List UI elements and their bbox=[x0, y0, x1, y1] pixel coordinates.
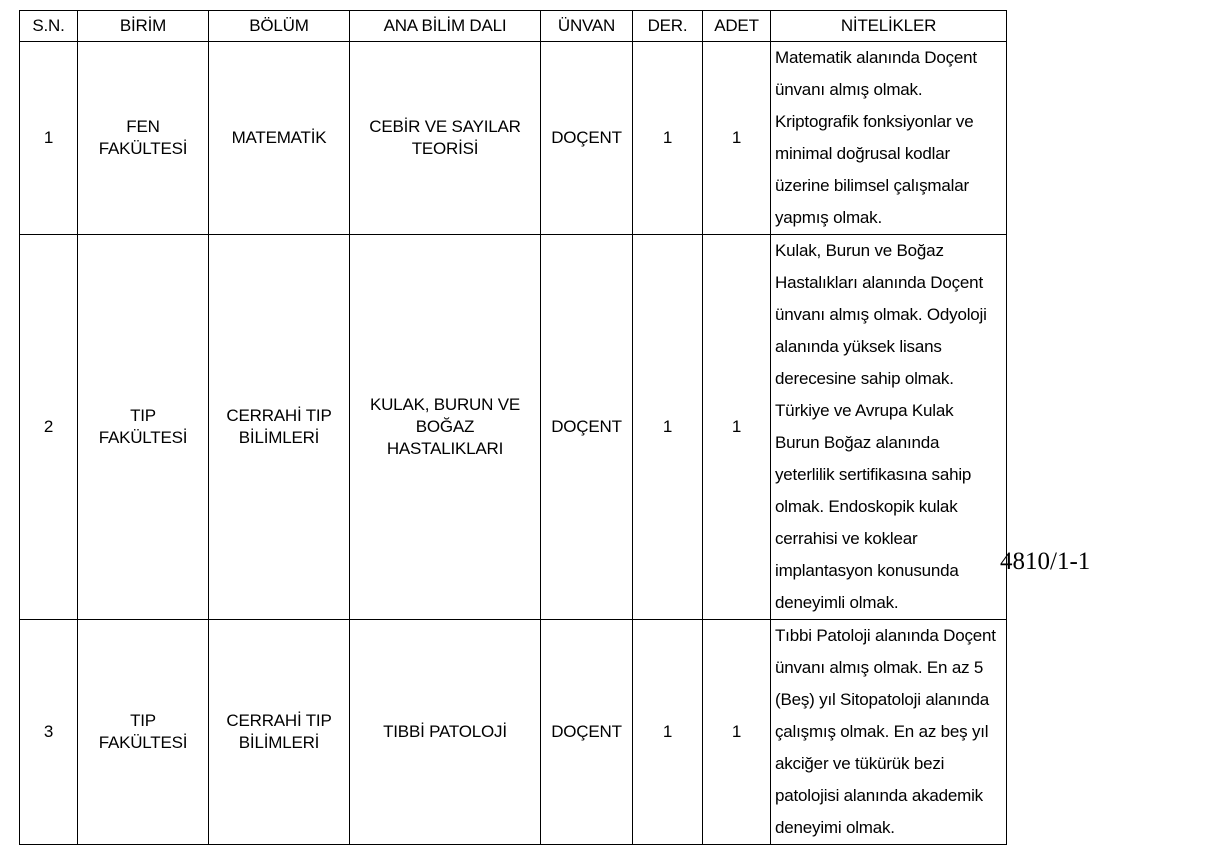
header-nitelikler: NİTELİKLER bbox=[771, 11, 1007, 42]
positions-table bbox=[19, 10, 1007, 845]
document-number: 4810/1-1 bbox=[1000, 548, 1091, 575]
cell-sn: 2 bbox=[20, 235, 78, 620]
cell-unvan: DOÇENT bbox=[541, 42, 633, 235]
cell-nitelikler: Matematik alanında Doçent ünvanı almış olmak. Kriptografik fonksiyonlar ve minimal doğrusal kodlar üzerine bilimsel çalışmalar yapmış olmak. bbox=[771, 42, 1007, 235]
header-der: DER. bbox=[633, 11, 703, 42]
cell-unvan: DOÇENT bbox=[541, 235, 633, 620]
cell-der: 1 bbox=[633, 620, 703, 845]
cell-sn: 1 bbox=[20, 42, 78, 235]
header-sn: S.N. bbox=[20, 11, 78, 42]
cell-nitelikler: Tıbbi Patoloji alanında Doçent ünvanı almış olmak. En az 5 (Beş) yıl Sitopatoloji alanında çalışmış olmak. En az beş yıl akciğer ve tükürük bezi patolojisi alanında akademik deneyimi olmak. bbox=[771, 620, 1007, 845]
header-birim: BİRİM bbox=[78, 11, 209, 42]
cell-der: 1 bbox=[633, 235, 703, 620]
cell-adet: 1 bbox=[703, 42, 771, 235]
cell-bolum: MATEMATİK bbox=[209, 42, 350, 235]
header-adet: ADET bbox=[703, 11, 771, 42]
header-row bbox=[20, 11, 1007, 42]
header-unvan: ÜNVAN bbox=[541, 11, 633, 42]
table-row bbox=[20, 620, 1007, 845]
cell-adet: 1 bbox=[703, 620, 771, 845]
cell-birim: FEN FAKÜLTESİ bbox=[78, 42, 209, 235]
table-row bbox=[20, 42, 1007, 235]
cell-birim: TIP FAKÜLTESİ bbox=[78, 620, 209, 845]
header-ana-bilim-dali: ANA BİLİM DALI bbox=[350, 11, 541, 42]
cell-birim: TIP FAKÜLTESİ bbox=[78, 235, 209, 620]
cell-sn: 3 bbox=[20, 620, 78, 845]
cell-der: 1 bbox=[633, 42, 703, 235]
cell-bolum: CERRAHİ TIP BİLİMLERİ bbox=[209, 235, 350, 620]
cell-unvan: DOÇENT bbox=[541, 620, 633, 845]
table-row bbox=[20, 235, 1007, 620]
cell-ana-bilim-dali: KULAK, BURUN VE BOĞAZ HASTALIKLARI bbox=[350, 235, 541, 620]
cell-nitelikler: Kulak, Burun ve Boğaz Hastalıkları alanında Doçent ünvanı almış olmak. Odyoloji alanında yüksek lisans derecesine sahip olmak. Türkiye ve Avrupa Kulak Burun Boğaz alanında yeterlilik sertifikasına sahip olmak. Endoskopik kulak cerrahisi ve koklear implantasyon konusunda deneyimli olmak. bbox=[771, 235, 1007, 620]
cell-ana-bilim-dali: TIBBİ PATOLOJİ bbox=[350, 620, 541, 845]
cell-ana-bilim-dali: CEBİR VE SAYILAR TEORİSİ bbox=[350, 42, 541, 235]
cell-adet: 1 bbox=[703, 235, 771, 620]
header-bolum: BÖLÜM bbox=[209, 11, 350, 42]
cell-bolum: CERRAHİ TIP BİLİMLERİ bbox=[209, 620, 350, 845]
